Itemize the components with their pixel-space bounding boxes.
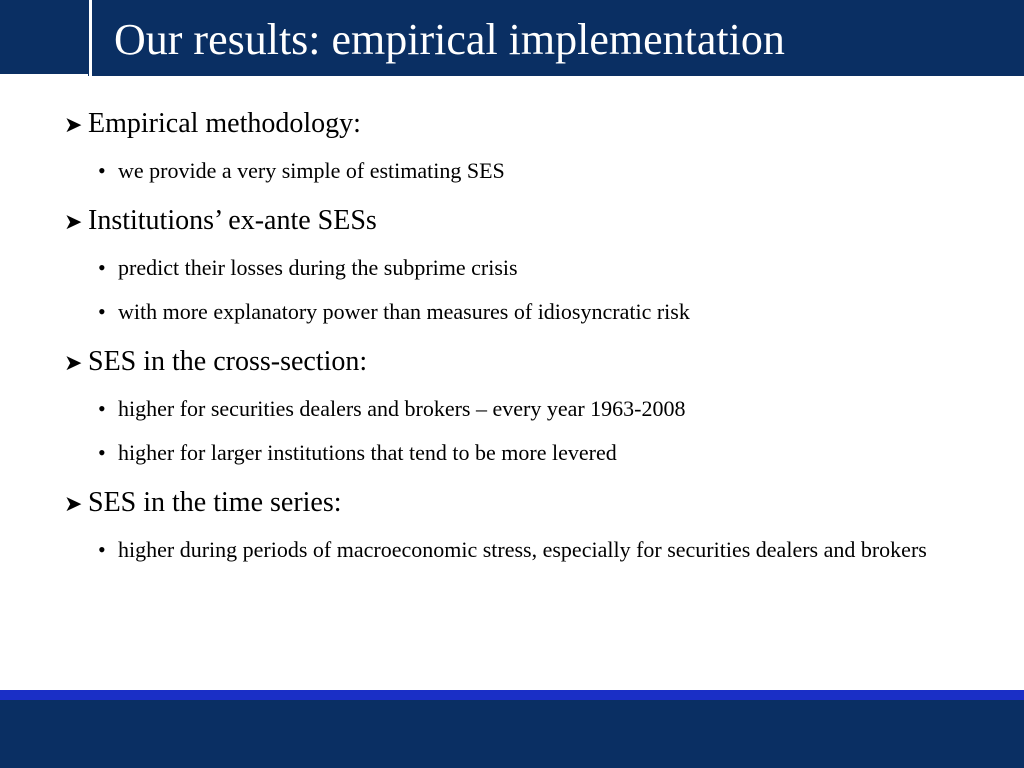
list-item bbox=[98, 532, 964, 568]
footer-bar bbox=[0, 700, 1024, 768]
list-item-text: we provide a very simple of estimating SES bbox=[118, 158, 505, 183]
section-heading-text: Institutions’ ex-ante SESs bbox=[88, 205, 377, 236]
list-item bbox=[98, 250, 964, 286]
section-ex-ante bbox=[64, 201, 964, 330]
chevron-right-icon: ➤ bbox=[64, 491, 83, 516]
section-heading bbox=[64, 201, 964, 242]
section-heading bbox=[64, 483, 964, 524]
list-item-text: higher for larger institutions that tend to be more levered bbox=[118, 440, 617, 465]
list-item-text: higher for securities dealers and brokers – every year 1963-2008 bbox=[118, 396, 686, 421]
header-underline bbox=[0, 74, 88, 76]
section-methodology bbox=[64, 104, 964, 189]
section-heading-text: SES in the cross-section: bbox=[88, 346, 368, 377]
chevron-right-icon: ➤ bbox=[64, 350, 83, 375]
bullet-dot: • bbox=[98, 255, 106, 280]
list-item-text: higher during periods of macroeconomic stress, especially for securities dealers and brokers bbox=[118, 537, 927, 562]
slide-title: Our results: empirical implementation bbox=[114, 15, 785, 64]
section-time-series bbox=[64, 483, 964, 568]
header-divider bbox=[89, 0, 92, 76]
bullet-dot: • bbox=[98, 440, 106, 465]
section-heading bbox=[64, 342, 964, 383]
list-item-text: predict their losses during the subprime crisis bbox=[118, 255, 518, 280]
chevron-right-icon: ➤ bbox=[64, 112, 83, 137]
chevron-right-icon: ➤ bbox=[64, 209, 83, 234]
bullet-dot: • bbox=[98, 396, 106, 421]
bullet-dot: • bbox=[98, 299, 106, 324]
header-notch bbox=[0, 0, 88, 76]
section-heading bbox=[64, 104, 964, 145]
slide-content bbox=[64, 104, 964, 580]
footer-rule bbox=[0, 690, 1024, 700]
list-item bbox=[98, 153, 964, 189]
list-item bbox=[98, 435, 964, 471]
list-item bbox=[98, 391, 964, 427]
list-item-text: with more explanatory power than measures of idiosyncratic risk bbox=[118, 299, 690, 324]
bullet-dot: • bbox=[98, 537, 106, 562]
section-cross-section bbox=[64, 342, 964, 471]
list-item bbox=[98, 294, 964, 330]
section-heading-text: Empirical methodology: bbox=[88, 108, 361, 139]
section-heading-text: SES in the time series: bbox=[88, 487, 342, 518]
bullet-dot: • bbox=[98, 158, 106, 183]
